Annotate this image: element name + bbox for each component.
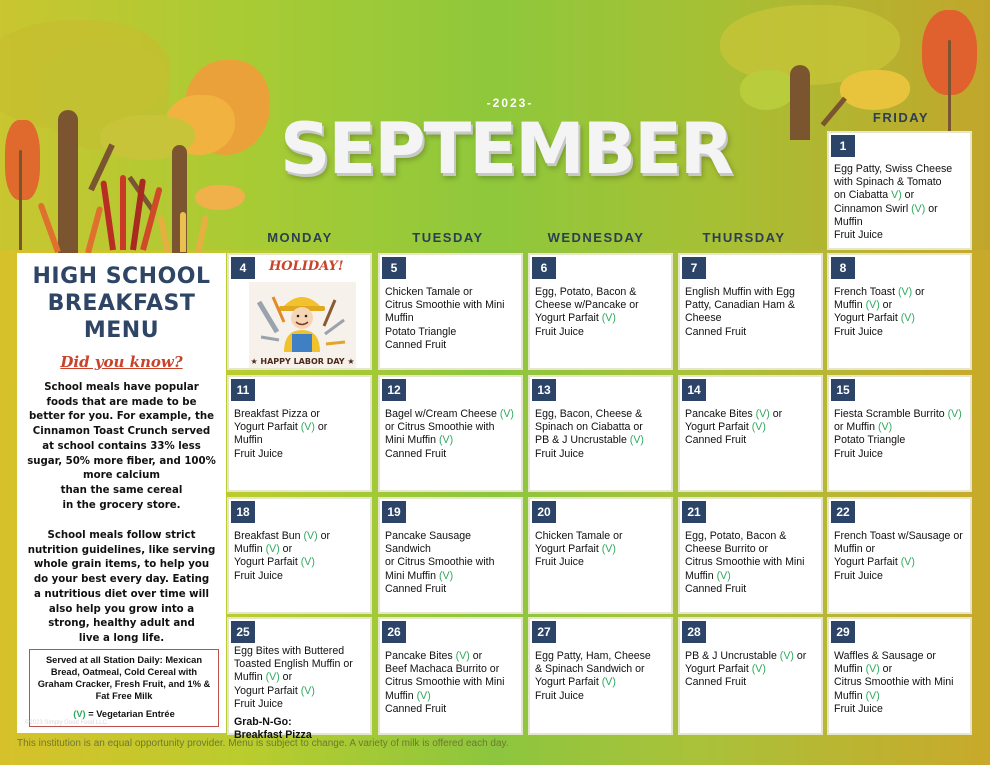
calendar-cell-day-12 <box>378 375 523 492</box>
vegetarian-marker: (V) <box>865 663 880 676</box>
vegetarian-marker: (V) <box>877 421 893 434</box>
calendar-cell-day-21 <box>678 497 823 614</box>
menu-line: Yogurt Parfait (V) <box>685 421 766 434</box>
menu-line: Egg Patty, Swiss Cheese <box>834 163 953 175</box>
menu-line: Fruit Juice <box>834 702 883 715</box>
menu-line: Canned Fruit <box>385 582 447 595</box>
menu-line: Egg Bites with Buttered <box>234 645 345 657</box>
menu-line: Muffin (V) or <box>234 543 293 556</box>
menu-items <box>834 408 967 461</box>
menu-line: Mini Muffin (V) <box>385 569 454 582</box>
menu-line: Toasted English Muffin or <box>234 658 353 671</box>
menu-line: Cheese <box>685 312 722 325</box>
menu-line: Canned Fruit <box>685 434 747 447</box>
menu-items <box>385 530 518 596</box>
calendar-cell-day-25 <box>227 617 372 742</box>
menu-line: Muffin (V) <box>385 689 431 702</box>
labor-day-illustration <box>249 282 356 368</box>
menu-line: Muffin (V) <box>685 569 731 582</box>
calendar-cell-day-18 <box>227 497 372 614</box>
menu-items <box>234 645 367 742</box>
vegetarian-marker: (V) <box>755 408 770 420</box>
menu-line: English Muffin with Egg <box>685 286 795 298</box>
day-number: 11 <box>231 379 255 401</box>
vegetarian-marker: (V) <box>499 408 514 420</box>
menu-items <box>535 408 668 461</box>
vegetarian-marker: (V) <box>455 650 470 662</box>
menu-line: Chicken Tamale or <box>385 286 473 298</box>
day-number: 14 <box>682 379 706 401</box>
menu-line: Mini Muffin (V) <box>385 434 454 447</box>
menu-line: Yogurt Parfait (V) <box>834 312 915 325</box>
calendar-cell-day-5 <box>378 253 523 370</box>
calendar-cell-day-19 <box>378 497 523 614</box>
menu-line: Fruit Juice <box>234 569 283 582</box>
menu-line: Egg, Potato, Bacon & <box>685 530 787 542</box>
menu-line: on Ciabatta V) or <box>834 189 915 202</box>
day-number: 12 <box>382 379 406 401</box>
menu-items <box>234 530 367 583</box>
menu-line: Citrus Smoothie with Mini <box>834 676 954 689</box>
calendar-cell-day-22 <box>827 497 972 614</box>
vegetarian-marker: (V) <box>900 556 915 569</box>
vegetarian-marker: (V) <box>947 408 962 420</box>
calendar-cell-day-26 <box>378 617 523 735</box>
vegetarian-marker: (V) <box>629 434 644 447</box>
menu-line: Fruit Juice <box>234 447 283 460</box>
menu-line: Patty, Canadian Ham & <box>685 299 795 312</box>
menu-line: Fruit Juice <box>535 689 584 702</box>
day-number: 27 <box>532 621 556 643</box>
menu-line: Fruit Juice <box>834 447 883 460</box>
menu-items <box>535 286 668 339</box>
vegetarian-key: (V) = Vegetarian Entrée <box>73 709 175 719</box>
vegetarian-marker: (V) <box>416 689 431 702</box>
menu-line: Fruit Juice <box>834 325 883 338</box>
menu-line: Canned Fruit <box>685 325 747 338</box>
menu-line: Pancake Sausage Sandwich <box>385 530 471 556</box>
menu-line: Yogurt Parfait (V) <box>535 312 616 325</box>
menu-line: French Toast w/Sausage or <box>834 530 963 542</box>
menu-items <box>685 408 818 448</box>
menu-line: Spinach on Ciabatta or <box>535 421 643 434</box>
menu-line: Fruit Juice <box>234 697 283 710</box>
weekday-header-friday: FRIDAY <box>872 110 930 125</box>
vegetarian-marker: (V) <box>900 312 915 325</box>
calendar-cell-day-7 <box>678 253 823 370</box>
served-daily-box <box>29 649 219 727</box>
menu-line: Fruit Juice <box>834 229 883 242</box>
day-number: 22 <box>831 501 855 523</box>
calendar-cell-holiday <box>227 253 372 370</box>
menu-line: Muffin (V) or <box>834 663 893 676</box>
menu-line: & Spinach Sandwich or <box>535 663 645 676</box>
calendar-cell-day-14 <box>678 375 823 492</box>
menu-line: Cinnamon Swirl (V) or <box>834 202 938 215</box>
menu-line: Fruit Juice <box>535 556 584 569</box>
menu-items <box>535 650 668 703</box>
menu-line: Muffin <box>385 312 414 325</box>
vegetarian-marker: (V) <box>601 543 616 556</box>
vegetarian-marker: (V) <box>865 689 880 702</box>
menu-line: Breakfast Bun (V) or <box>234 530 330 542</box>
nutrition-guidelines-paragraph: School meals follow strict nutrition guidelines, like serving whole grain items, to help you do your best every day. Eating a nutritious diet over time will also help you grow into a strong, healthy adult and live a long life. <box>27 530 216 644</box>
menu-line: Egg, Bacon, Cheese & <box>535 408 643 420</box>
weekday-header-wednesday: WEDNESDAY <box>547 230 645 245</box>
vegetarian-marker: (V) <box>265 671 280 684</box>
vegetarian-marker: (V) <box>911 202 926 215</box>
day-number: 18 <box>231 501 255 523</box>
vegetarian-marker: (V) <box>438 434 454 447</box>
menu-line: Muffin (V) or <box>234 671 293 684</box>
menu-line: Muffin <box>834 215 863 228</box>
menu-line: Yogurt Parfait (V) <box>834 556 915 569</box>
month-title: SEPTEMBER <box>280 108 732 190</box>
day-number: 6 <box>532 257 556 279</box>
menu-line: or Muffin (V) <box>834 421 893 434</box>
holiday-label: HOLIDAY! <box>269 259 344 274</box>
menu-line: Chicken Tamale or <box>535 530 623 542</box>
menu-line: Canned Fruit <box>385 447 447 460</box>
vegetarian-marker: (V) <box>601 312 616 325</box>
menu-line: Canned Fruit <box>385 338 447 351</box>
day-number: 19 <box>382 501 406 523</box>
day-number: 4 <box>231 257 255 279</box>
menu-line: French Toast (V) or <box>834 286 925 298</box>
day-number: 7 <box>682 257 706 279</box>
did-you-know-heading: Did you know? <box>60 353 183 371</box>
menu-line: Canned Fruit <box>685 676 747 689</box>
year-label: -2023- <box>486 96 534 110</box>
day-number: 25 <box>231 621 255 643</box>
calendar-cell-day-27 <box>528 617 673 735</box>
menu-line: Yogurt Parfait (V) <box>234 684 315 697</box>
calendar-cell-day-20 <box>528 497 673 614</box>
vegetarian-marker: (V) <box>865 299 880 312</box>
menu-line: Fruit Juice <box>834 569 883 582</box>
weekday-header-monday: MONDAY <box>267 230 333 245</box>
vegetarian-marker: (V) <box>779 650 794 662</box>
calendar-cell-day-13 <box>528 375 673 492</box>
sidebar-info-panel <box>17 253 226 733</box>
menu-line: Beef Machaca Burrito or <box>385 663 500 676</box>
day-number: 1 <box>831 135 855 157</box>
served-daily-text: Served at all Station Daily: Mexican Bread, Oatmeal, Cold Cereal with Graham Cracker, Fresh Fruit, and 1% & Fat Free Milk <box>37 655 211 701</box>
vegetarian-marker: (V) <box>303 530 318 542</box>
menu-line: Yogurt Parfait (V) <box>535 676 616 689</box>
menu-line: with Spinach & Tomato <box>834 176 942 189</box>
vegetarian-marker: (V) <box>716 569 731 582</box>
calendar-cell-day-11 <box>227 375 372 492</box>
autumn-trees-left-illustration <box>0 0 290 253</box>
menu-line: Fiesta Scramble Burrito (V) <box>834 408 962 420</box>
menu-line: or Citrus Smoothie with <box>385 421 495 434</box>
menu-line: Waffles & Sausage or <box>834 650 936 662</box>
menu-line: Muffin <box>234 434 263 447</box>
day-number: 15 <box>831 379 855 401</box>
day-number: 13 <box>532 379 556 401</box>
menu-line: Muffin (V) or <box>834 299 893 312</box>
vegetarian-marker: (V) <box>438 569 454 582</box>
calendar-cell-day-15 <box>827 375 972 492</box>
menu-line: Bagel w/Cream Cheese (V) <box>385 408 514 420</box>
footer-disclaimer: This institution is an equal opportunity provider. Menu is subject to change. A variety of milk is offered each day. <box>17 738 509 749</box>
menu-line: Potato Triangle <box>385 325 457 338</box>
menu-items <box>234 408 367 461</box>
menu-line: Fruit Juice <box>535 325 584 338</box>
vegetarian-marker: (V) <box>751 421 766 434</box>
vegetarian-marker: (V) <box>601 676 616 689</box>
vegetarian-marker: (V) <box>300 684 315 697</box>
day-number: 8 <box>831 257 855 279</box>
vegetarian-marker: (V) <box>265 543 280 556</box>
menu-line: Yogurt Parfait (V) <box>685 663 766 676</box>
menu-line: Egg, Potato, Bacon & <box>535 286 637 298</box>
menu-items <box>834 286 967 339</box>
vegetarian-marker: (V) <box>751 663 766 676</box>
menu-line: Citrus Smoothie with Mini <box>385 299 505 312</box>
copyright-text: ©2023 Simply Good Food LLC <box>25 720 107 726</box>
day-number: 26 <box>382 621 406 643</box>
menu-line: Fruit Juice <box>535 447 584 460</box>
vegetarian-marker: (V) <box>300 556 315 569</box>
worker-icon <box>249 282 356 368</box>
weekday-header-tuesday: TUESDAY <box>412 230 484 245</box>
calendar-cell-day-28 <box>678 617 823 735</box>
menu-line: Canned Fruit <box>385 702 447 715</box>
vegetarian-marker: (V) <box>898 286 913 298</box>
menu-line: or Citrus Smoothie with <box>385 556 495 569</box>
day-number: 21 <box>682 501 706 523</box>
menu-line: Yogurt Parfait (V) <box>234 556 315 569</box>
menu-items <box>535 530 668 570</box>
menu-items <box>834 163 967 242</box>
menu-line: Muffin (V) <box>834 689 880 702</box>
menu-items <box>685 286 818 339</box>
grab-n-go-note: Grab-N-Go: Breakfast Pizza <box>234 716 312 742</box>
menu-items <box>685 530 818 596</box>
menu-items <box>385 408 518 461</box>
menu-line: Cheese w/Pancake or <box>535 299 639 312</box>
calendar-cell-day-6 <box>528 253 673 370</box>
menu-line: PB & J Uncrustable (V) or <box>685 650 807 662</box>
menu-line: Egg Patty, Ham, Cheese <box>535 650 651 662</box>
menu-line: Muffin or <box>834 543 876 556</box>
menu-line: Breakfast Pizza or <box>234 408 320 420</box>
day-number: 20 <box>532 501 556 523</box>
menu-items <box>834 650 967 716</box>
menu-items <box>834 530 967 583</box>
day-number: 29 <box>831 621 855 643</box>
menu-items <box>385 286 518 352</box>
vegetarian-marker: (V) <box>300 421 315 434</box>
nutrition-fact-paragraph: School meals have popular foods that are made to be better for you. For example, the Cinnamon Toast Crunch served at school contains 33% less sugar, 50% more fiber, and 100% more calcium than the same cereal in the grocery store. <box>27 382 216 511</box>
vegetarian-marker: V) <box>891 189 902 202</box>
menu-items <box>385 650 518 716</box>
calendar-cell-day-29 <box>827 617 972 735</box>
menu-line: Potato Triangle <box>834 434 906 447</box>
happy-labor-day-caption: ★ HAPPY LABOR DAY ★ <box>250 357 355 366</box>
menu-title: HIGH SCHOOL BREAKFAST MENU <box>32 264 211 343</box>
menu-line: Citrus Smoothie with Mini <box>385 676 505 689</box>
menu-line: Yogurt Parfait (V) or <box>234 421 328 434</box>
day-number: 28 <box>682 621 706 643</box>
calendar-cell-day-1 <box>827 131 972 250</box>
menu-line: Pancake Bites (V) or <box>385 650 483 662</box>
menu-line: Yogurt Parfait (V) <box>535 543 616 556</box>
menu-line: Citrus Smoothie with Mini <box>685 556 805 569</box>
menu-line: Canned Fruit <box>685 582 747 595</box>
menu-line: Pancake Bites (V) or <box>685 408 783 420</box>
calendar-cell-day-8 <box>827 253 972 370</box>
day-number: 5 <box>382 257 406 279</box>
menu-items <box>685 650 818 690</box>
menu-line: Cheese Burrito or <box>685 543 769 556</box>
menu-line: PB & J Uncrustable (V) <box>535 434 644 447</box>
weekday-header-thursday: THURSDAY <box>702 230 786 245</box>
